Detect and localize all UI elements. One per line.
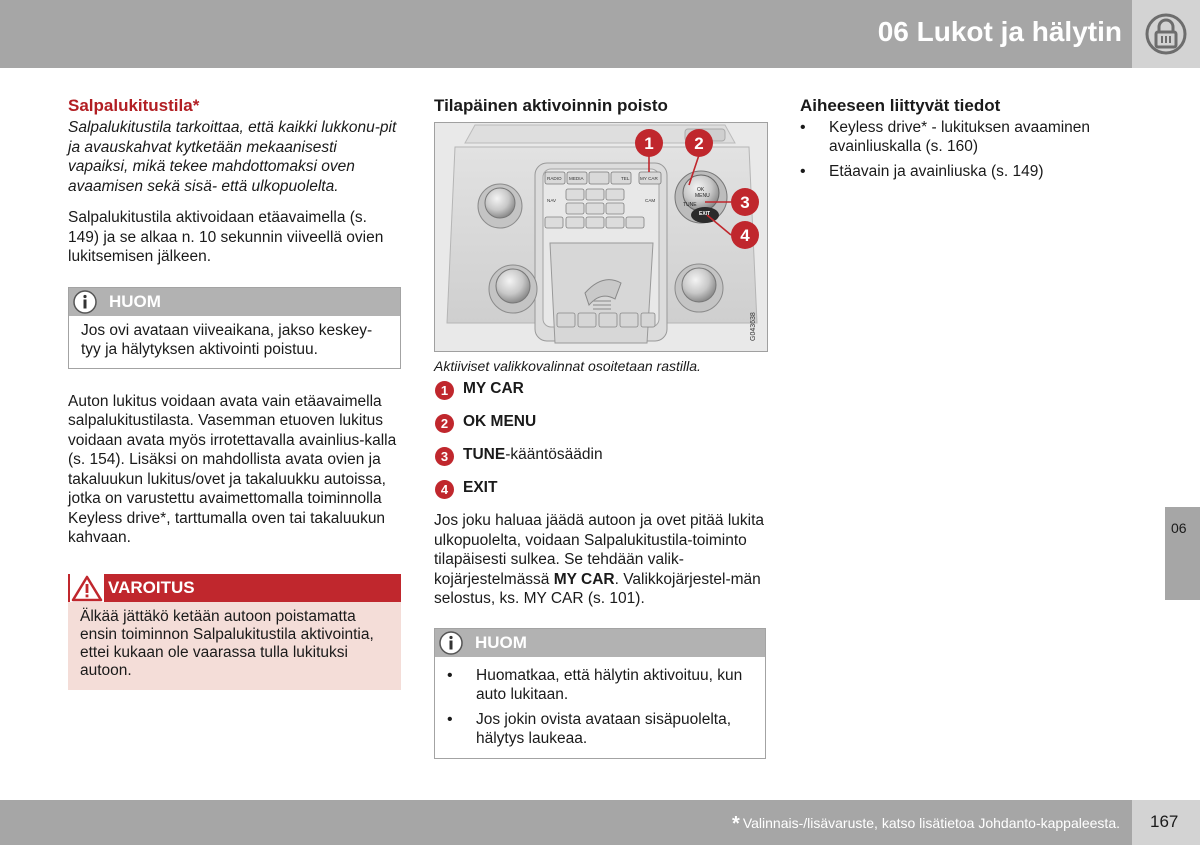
note-box: [68, 287, 401, 369]
chapter-number: 06: [1171, 520, 1187, 536]
page-number-box: [1132, 800, 1200, 845]
list-item: [434, 412, 766, 445]
warning-body: Älkää jättäkö ketään autoon poistamatta ensin toiminnon Salpalukitustila aktivointia, ettei kukaan ole vaarassa tulla lukituksi autoon.: [80, 607, 374, 679]
note-body: Jos ovi avataan viiveaikana, jakso keskey-tyy ja hälytyksen aktivointi poistuu.: [81, 321, 373, 358]
section-heading-salpalukitustila: Salpalukitustila*: [68, 96, 200, 115]
warning-triangle-icon: [70, 574, 104, 602]
note-title: HUOM: [109, 291, 161, 311]
list-item: [434, 445, 766, 478]
note-header: [69, 288, 400, 316]
chapter-title: 06 Lukot ja hälytin: [877, 16, 1122, 47]
tune-knob-label: TUNE: [683, 202, 697, 208]
page-footer: [0, 800, 1132, 845]
footnote-star: *: [732, 813, 740, 835]
page-header: [0, 0, 1132, 68]
chapter-side-tab: [1165, 507, 1200, 600]
image-code: G043638: [750, 312, 757, 341]
figure-caption: Aktiiviset valikkovalinnat osoitetaan rastilla.: [434, 358, 701, 374]
radio-button-label: RADIO: [547, 176, 562, 181]
number-badge: 3: [435, 447, 454, 466]
info-icon: [71, 289, 99, 315]
cam-button-label: CAM: [645, 198, 656, 203]
paragraph: Auton lukitus voidaan avata vain etäavaimella salpalukitustilasta. Vasemman etuoven lukitus voidaan avata myös irrotettavalla avainlius-kalla (s. 154). Lisäksi on mahdollista avata ovien ja takaluukun lukitus/ovet ja takaluukku autoissa, jotka on varustettu avaimettomalla toiminnolla Keyless drive*, tarttumalla oven tai takaluukun kahvaan.: [68, 392, 397, 546]
number-badge: 4: [435, 480, 454, 499]
info-icon: [437, 630, 465, 656]
menu-knob-label: MENU: [695, 193, 710, 199]
item-text: -kääntösäädin: [505, 446, 603, 463]
item-label: TUNE: [463, 446, 506, 463]
warning-box: [68, 574, 401, 690]
list-item: [434, 379, 766, 412]
page-number: 167: [1150, 812, 1179, 831]
exit-button-label: EXIT: [699, 211, 711, 217]
paragraph-text: Jos joku haluaa jäädä autoon ja ovet pitää lukita ulkopuolelta, voidaan Salpalukitustila-toiminto tilapäisesti sulkea. Se tehdään valik-kojärjestelmässä: [434, 512, 765, 588]
number-badge: 2: [435, 414, 454, 433]
warning-header: [68, 574, 401, 602]
note-bullet-list: [447, 666, 753, 748]
list-item: [434, 478, 766, 511]
item-label: EXIT: [463, 479, 498, 496]
item-label: OK MENU: [463, 413, 537, 430]
chapter-icon-box: [1132, 0, 1200, 68]
intro-paragraph: Salpalukitustila tarkoittaa, että kaikki lukkonu-pit ja avauskahvat kytketään mekaanisesti vapaiksi, mikä tekee mahdottomaksi oven avaamisen sekä sisä- että ulkopuolelta.: [68, 119, 397, 195]
number-badge: 1: [435, 381, 454, 400]
section-heading-tilapainen: Tilapäinen aktivoinnin poisto: [434, 96, 668, 115]
column-right: [800, 94, 1120, 181]
callout-2: 2: [694, 134, 704, 153]
list-item: • Jos jokin ovista avataan sisäpuolelta, hälytys laukeaa.: [447, 710, 753, 748]
note-box: [434, 628, 766, 759]
mycar-button-label: MY CAR: [640, 176, 658, 181]
item-label: MY CAR: [463, 380, 524, 397]
paragraph-text: . Valikkojärjestel-män selostus, ks. MY CAR (s. 101).: [434, 570, 761, 607]
related-link[interactable]: • Keyless drive* - lukituksen avaaminen avainliuskalla (s. 160): [800, 118, 1120, 156]
control-panel-illustration: [434, 122, 768, 352]
related-link[interactable]: • Etäavain ja avainliuska (s. 149): [800, 162, 1120, 181]
section-heading-related: Aiheeseen liittyvät tiedot: [800, 96, 1001, 115]
column-left: [68, 94, 401, 690]
footnote-text: Valinnais-/lisävaruste, katso lisätietoa Johdanto-kappaleesta.: [742, 815, 1120, 831]
footnote: [732, 813, 1120, 836]
warning-title: VAROITUS: [108, 577, 195, 597]
related-links-list: [800, 118, 1120, 181]
padlock-icon: [1145, 12, 1187, 56]
list-item: • Huomatkaa, että hälytin aktivoituu, kun auto lukitaan.: [447, 666, 753, 704]
ok-knob-label: OK: [697, 187, 705, 193]
note-header: [435, 629, 765, 657]
control-panel-drawing: [435, 123, 768, 352]
note-body: [435, 657, 765, 758]
paragraph: Salpalukitustila aktivoidaan etäavaimella (s. 149) ja se alkaa n. 10 sekunnin viiveellä ovien lukitsemisen jälkeen.: [68, 209, 384, 265]
callout-4: 4: [740, 226, 750, 245]
mycar-emphasis: MY CAR: [553, 570, 615, 588]
media-button-label: MEDIA: [569, 176, 584, 181]
column-middle: [434, 94, 766, 759]
numbered-list: [434, 379, 766, 511]
callout-3: 3: [740, 193, 750, 212]
paragraph: [434, 511, 766, 609]
tel-button-label: TEL: [621, 176, 630, 181]
nav-button-label: NAV: [547, 198, 557, 203]
note-title: HUOM: [475, 632, 527, 652]
callout-1: 1: [644, 134, 654, 153]
